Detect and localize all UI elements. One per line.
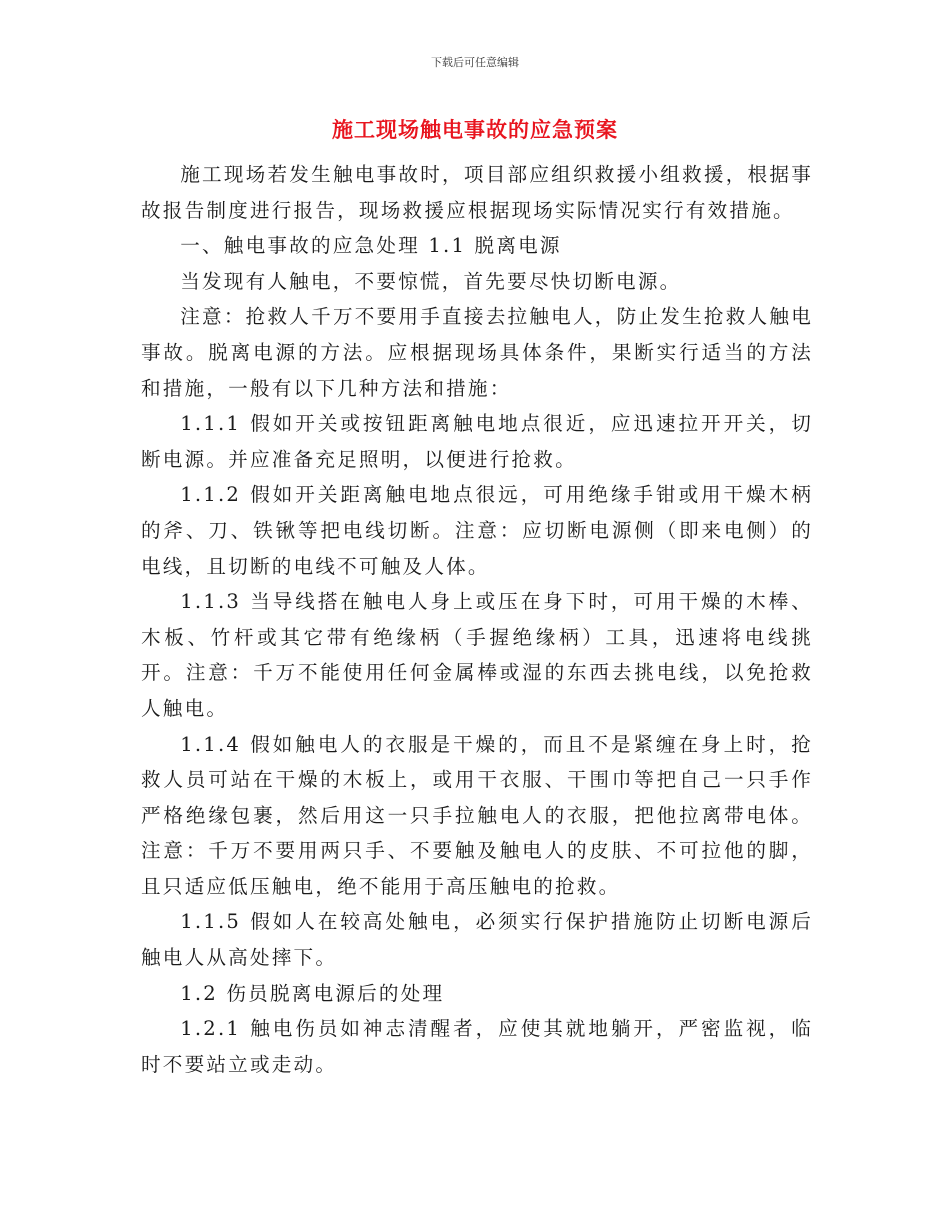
paragraph-1-1-3: 1.1.3 当导线搭在触电人身上或压在身下时，可用干燥的木棒、木板、竹杆或其它带有绝缘柄（手握绝缘柄）工具，迅速将电线挑开。注意：千万不能使用任何金属棒或湿的东西去挑电线，以免抢救人触电。 bbox=[141, 590, 813, 720]
header-note: 下载后可任意编辑 bbox=[431, 56, 519, 69]
paragraph-1-1-2: 1.1.2 假如开关距离触电地点很远，可用绝缘手钳或用干燥木柄的斧、刀、铁锹等把电线切断。注意：应切断电源侧（即来电侧）的电线，且切断的电线不可触及人体。 bbox=[141, 483, 813, 578]
paragraph-intro: 施工现场若发生触电事故时，项目部应组织救援小组救援，根据事故报告制度进行报告，现场救援应根据现场实际情况实行有效措施。 bbox=[141, 163, 813, 222]
section-heading-after-removal: 1.2 伤员脱离电源后的处理 bbox=[180, 981, 445, 1005]
document-body bbox=[141, 157, 813, 1082]
paragraph-1-2-1: 1.2.1 触电伤员如神志清醒者，应使其就地躺开，严密监视，临时不要站立或走动。 bbox=[141, 1017, 813, 1076]
section-heading-emergency: 一、触电事故的应急处理 1.1 脱离电源 bbox=[180, 234, 562, 258]
paragraph-warning: 注意：抢救人千万不要用手直接去拉触电人，防止发生抢救人触电事故。脱离电源的方法。应根据现场具体条件，果断实行适当的方法和措施，一般有以下几种方法和措施： bbox=[141, 305, 813, 400]
paragraph-1-1-4: 1.1.4 假如触电人的衣服是干燥的，而且不是紧缠在身上时，抢救人员可站在干燥的木板上，或用干衣服、干围巾等把自己一只手作严格绝缘包裹，然后用这一只手拉触电人的衣服，把他拉离带电体。注意：千万不要用两只手、不要触及触电人的皮肤、不可拉他的脚，且只适应低压触电，绝不能用于高压触电的抢救。 bbox=[141, 732, 813, 898]
paragraph-1-1-5: 1.1.5 假如人在较高处触电，必须实行保护措施防止切断电源后触电人从高处摔下。 bbox=[141, 910, 813, 970]
paragraph-1-1-1: 1.1.1 假如开关或按钮距离触电地点很近，应迅速拉开开关，切断电源。并应准备充足照明，以便进行抢救。 bbox=[141, 412, 813, 471]
document-title: 施工现场触电事故的应急预案 bbox=[332, 118, 618, 142]
paragraph-cut-power: 当发现有人触电，不要惊慌，首先要尽快切断电源。 bbox=[180, 269, 682, 293]
